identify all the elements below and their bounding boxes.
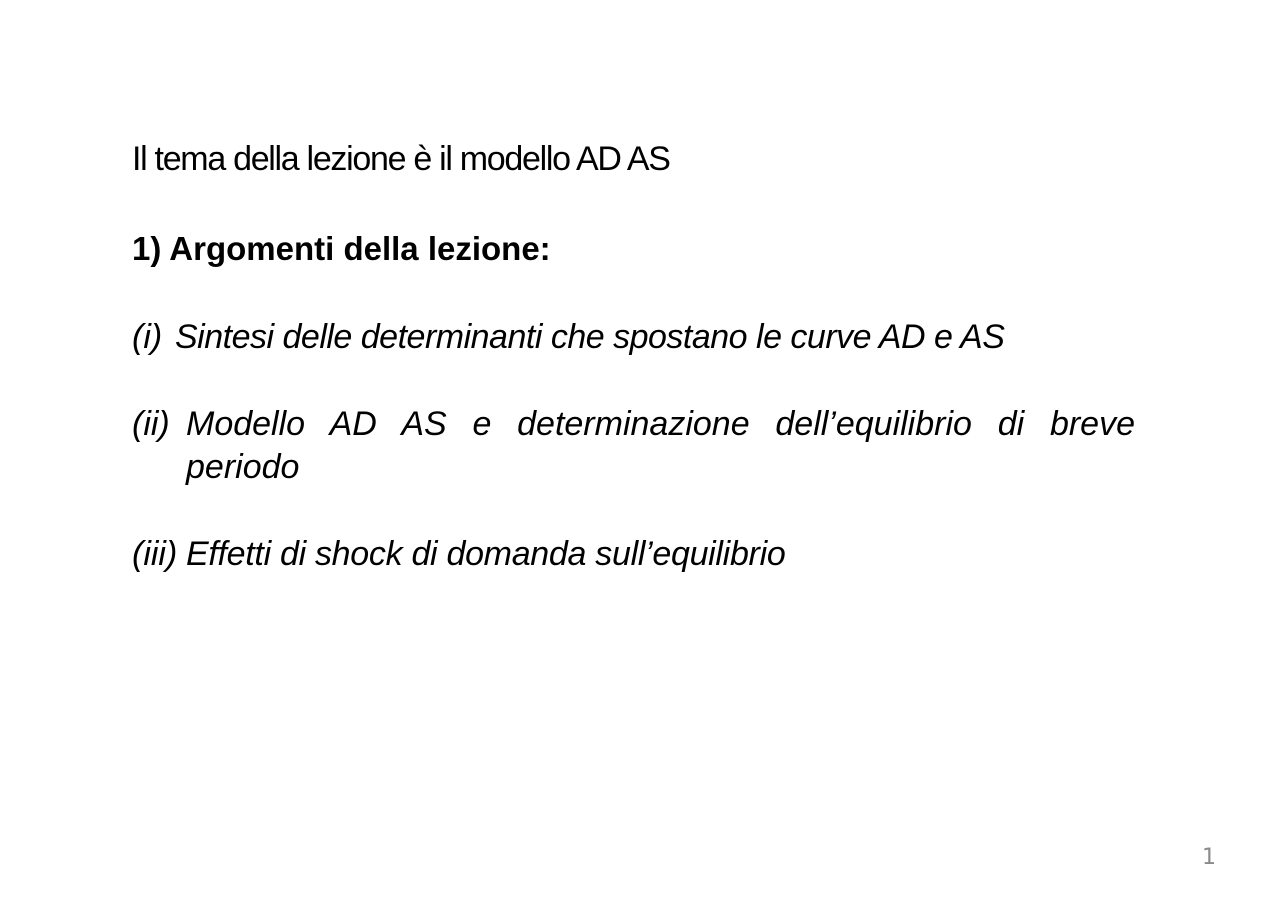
list-item-marker: (iii) [132,535,178,573]
list-item [132,316,1135,359]
list-item-text: Sintesi delle determinanti che spostano le curve AD e AS [175,318,1005,356]
section-heading: 1) Argomenti della lezione: [132,230,551,267]
list-item-marker: (i) [132,318,163,356]
list-item-text: Modello AD AS e determinazione dell’equilibrio di breve periodo [186,405,1135,486]
list-item [132,533,1135,576]
list-item [132,403,1135,489]
page-number: 1 [1202,845,1216,870]
list-item-text: Effetti di shock di domanda sull’equilibrio [186,535,786,573]
list-item-marker: (ii) [132,405,170,443]
slide-intro-text: Il tema della lezione è il modello AD AS [132,140,670,178]
